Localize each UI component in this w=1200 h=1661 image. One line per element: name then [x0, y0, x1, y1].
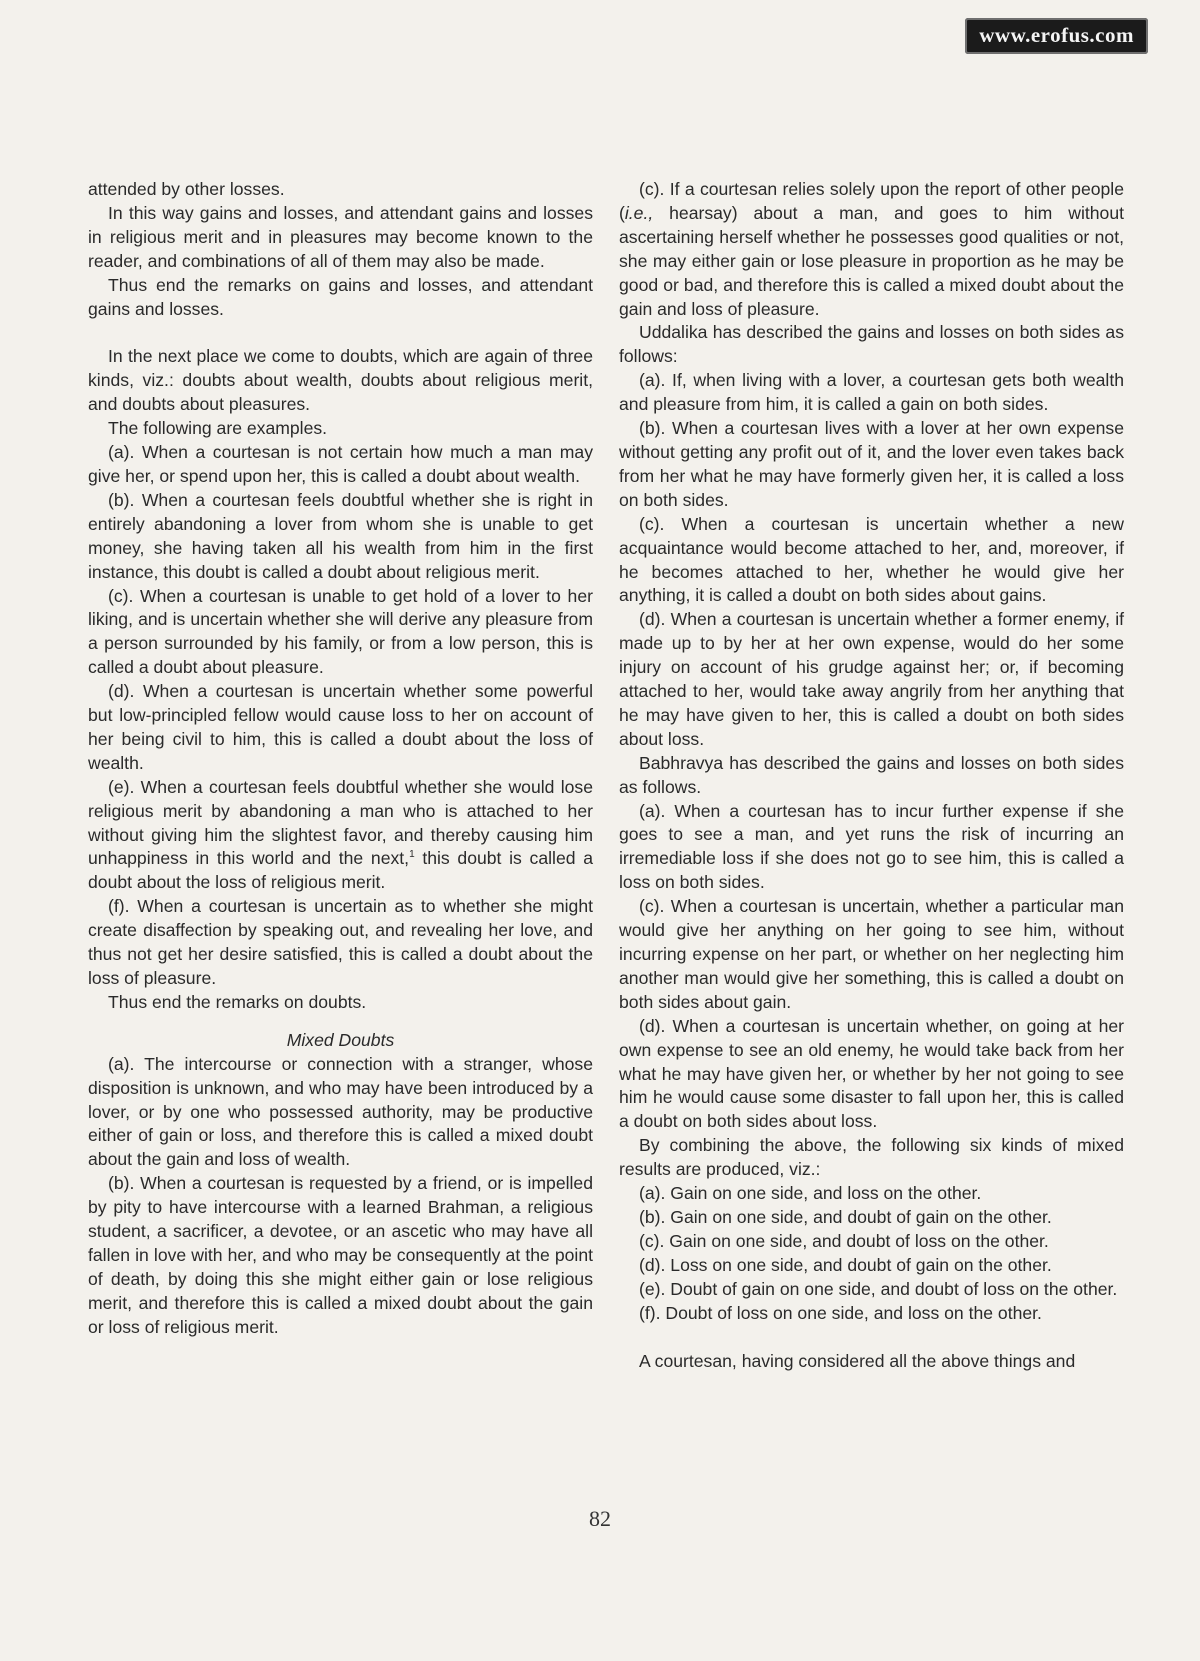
paragraph-text: hearsay) about a man, and goes to him without ascertaining herself whether he possesses good qualities or not, she may either gain or lose pleasure in proportion as he may be good or bad, and therefore this is called a mixed doubt about the gain and loss of pleasure. [619, 202, 1124, 319]
paragraph [88, 776, 593, 896]
paragraph: In the next place we come to doubts, which are again of three kinds, viz.: doubts about wealth, doubts about religious merit, and doubts about pleasures. [88, 346, 593, 415]
watermark: www.erofus.com [965, 18, 1148, 54]
paragraph: (d). When a courtesan is uncertain whether some powerful but low-principled fellow would cause loss to her on account of her being civil to him, this is called a doubt about the loss of wealth. [88, 681, 593, 773]
right-column [619, 178, 1124, 1373]
list-item: (a). Gain on one side, and loss on the other. [639, 1183, 982, 1204]
paragraph: By combining the above, the following six kinds of mixed results are produced, viz.: [619, 1135, 1124, 1180]
paragraph: Thus end the remarks on doubts. [108, 991, 367, 1012]
paragraph: Thus end the remarks on gains and losses, and attendant gains and losses. [88, 274, 593, 319]
page-number: 82 [589, 1506, 611, 1531]
paragraph: (a). The intercourse or connection with a stranger, whose disposition is unknown, and who may have been introduced by a lover, or by one who possessed authority, may be productive either of gain or loss, and therefore this is called a mixed doubt about the gain and loss of wealth. [88, 1053, 593, 1170]
paragraph: A courtesan, having considered all the above things and [639, 1350, 1076, 1371]
paragraph: (a). When a courtesan is not certain how much a man may give her, or spend upon her, this is called a doubt about wealth. [88, 442, 593, 486]
paragraph: Uddalika has described the gains and losses on both sides as follows: [619, 322, 1124, 367]
paragraph-text: (c). If a courtesan relies solely upon the report of other people ( [619, 179, 1124, 223]
paragraph: (d). When a courtesan is uncertain whether a former enemy, if made up to by her at her own expense, would do her some injury on account of his grudge against her; or, if becoming attached to her, would take away angrily from her anything that he may have given to her, this is called a doubt on both sides about loss. [619, 609, 1124, 749]
list-item: (f). Doubt of loss on one side, and loss on the other. [639, 1302, 1042, 1323]
paragraph: (d). When a courtesan is uncertain whether, on going at her own expense to see an old enemy, he would take back from her what he may have given her, or whether by her not going to see him he would cause some disaster to fall upon her, this is called a doubt on both sides about loss. [619, 1015, 1124, 1132]
paragraph: (b). When a courtesan feels doubtful whether she is right in entirely abandoning a lover from whom she is unable to get money, she having taken all his wealth from him in the first instance, this doubt is called a doubt about religious merit. [88, 489, 593, 582]
list-item: (e). Doubt of gain on one side, and doubt of loss on the other. [639, 1278, 1118, 1299]
paragraph: The following are examples. [108, 418, 328, 439]
paragraph: (c). When a courtesan is unable to get hold of a lover to her liking, and is uncertain whether she will derive any pleasure from a person surrounded by his family, or from a low person, this is called a doubt about pleasure. [88, 585, 593, 678]
paragraph-text: this doubt is called a doubt about the loss of religious merit. [88, 848, 593, 893]
paragraph: (c). When a courtesan is uncertain whether a new acquaintance would become attached to her, and, moreover, if he becomes attached to her, whether he would give her anything, it is called a doubt on both sides about gains. [619, 513, 1124, 606]
paragraph: (c). When a courtesan is uncertain, whether a particular man would give her anything on her going to see him, without incurring expense on her part, or whether on her neglecting him another man would give her something, this is called a doubt on both sides about gain. [619, 896, 1124, 1012]
footnote-marker: 1 [409, 849, 415, 861]
paragraph: In this way gains and losses, and attendant gains and losses in religious merit and in pleasures may become known to the reader, and combinations of all of them may also be made. [88, 202, 593, 271]
paragraph: (b). When a courtesan lives with a lover at her own expense without getting any profit out of it, and the lover even takes back from her what he may have formerly given her, it is called a loss on both sides. [619, 418, 1124, 510]
paragraph: (b). When a courtesan is requested by a friend, or is impelled by pity to have intercourse with a learned Brahman, a religious student, a sacrificer, a devotee, or an ascetic who may have all fallen in love with her, and who may be consequently at the point of death, by doing this she might either gain or lose religious merit, and therefore this is called a mixed doubt about the gain or loss of religious merit. [88, 1173, 593, 1337]
section-heading: Mixed Doubts [286, 1029, 395, 1050]
paragraph: Babhravya has described the gains and losses on both sides as follows. [619, 752, 1124, 797]
list-item: (b). Gain on one side, and doubt of gain on the other. [639, 1206, 1052, 1227]
paragraph: (f). When a courtesan is uncertain as to whether she might create disaffection by speaking out, and revealing her love, and thus not get her desire satisfied, this is called a doubt about the loss of pleasure. [88, 896, 593, 988]
list-item: (d). Loss on one side, and doubt of gain on the other. [639, 1254, 1052, 1275]
paragraph-text: (e). When a courtesan feels doubtful whether she would lose religious merit by abandoning a man who is attached to her without giving him the slightest favor, and thereby causing him unhappiness in this world and the next, [88, 776, 593, 869]
left-column [88, 178, 593, 1340]
italic-text: i.e., [624, 202, 654, 223]
paragraph: (a). If, when living with a lover, a courtesan gets both wealth and pleasure from him, it is called a gain on both sides. [619, 370, 1124, 415]
paragraph: attended by other losses. [88, 179, 285, 199]
paragraph [619, 178, 1124, 321]
list-item: (c). Gain on one side, and doubt of loss on the other. [639, 1230, 1049, 1251]
paragraph: (a). When a courtesan has to incur further expense if she goes to see a man, and yet runs the risk of incurring an irremediable loss if she does not go to see him, this is called a loss on both sides. [619, 800, 1124, 893]
